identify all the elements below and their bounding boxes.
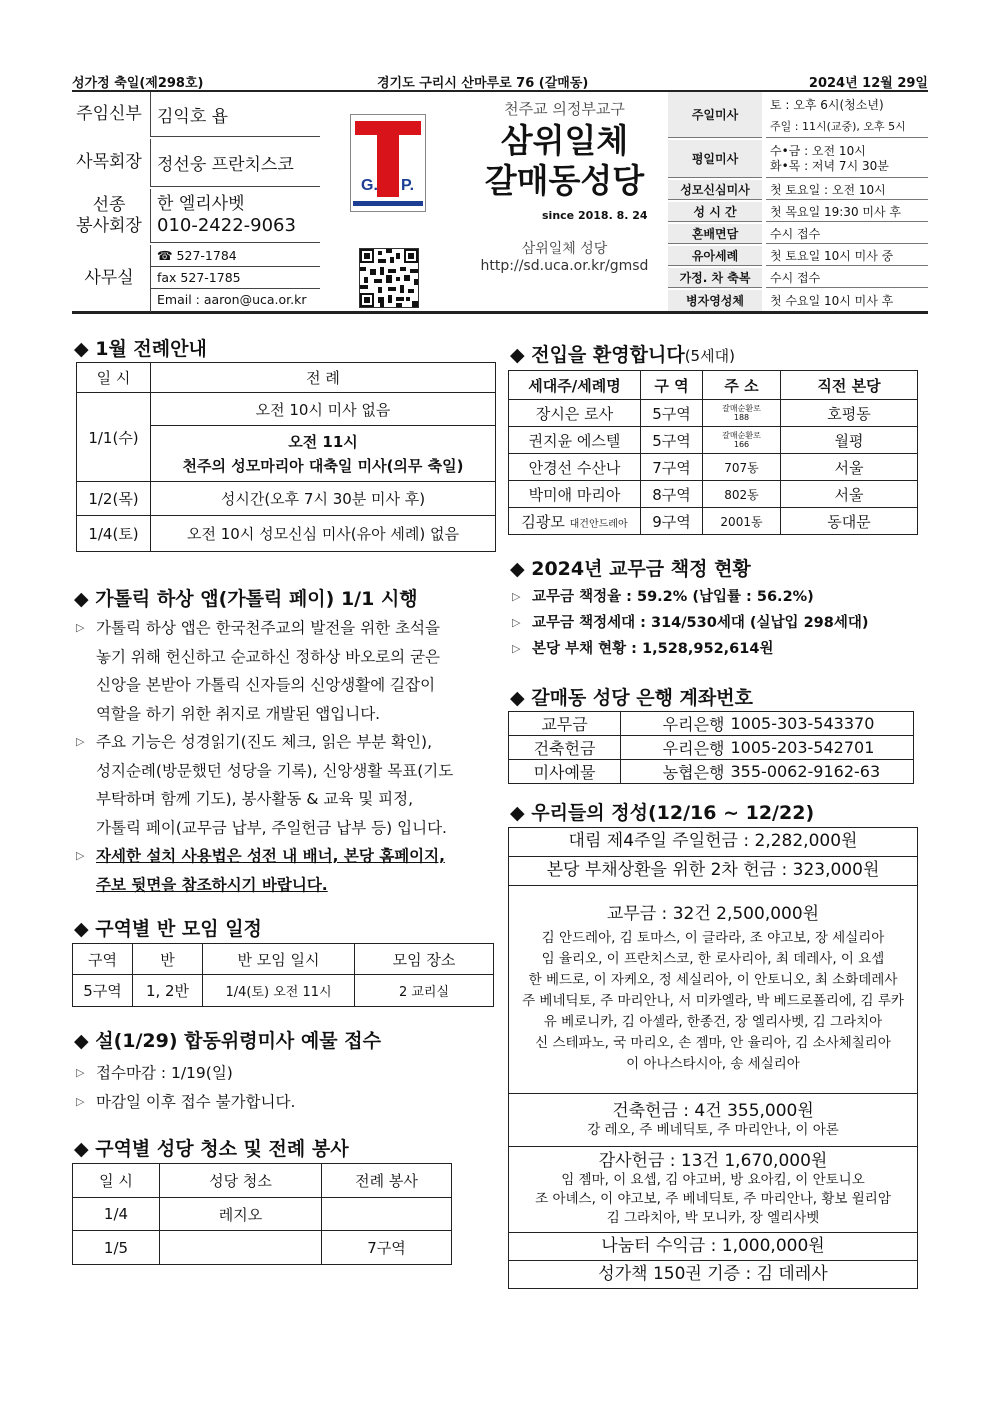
home-blessing-row: 가정. 차 축복 수시 접수 [668, 268, 928, 288]
liturgy-item: 오전 11시 천주의 성모마리아 대축일 미사(의무 축일) [151, 426, 496, 482]
dues-donor-list: 김 안드레아, 김 토마스, 이 글라라, 조 야고보, 장 세실리아 임 율리오, 이 프란치스코, 한 로사리아, 최 데레사, 이 요셉 한 베드로, 이 자케오, 정 세실리아, 이 안토니오, 최 소화데레사 주 베네딕토, 주 마리안나, 서 미카엘라, 박 베드로폴리에, 김 루카 유 베로니카, 김 아셀라, 한종건, 장 엘리사벳, 김 그라치아 신 스테파노, 국 마리오, 손 젬마, 안 율리아, 김 소사체칠리아 이 아나스타시아, 송 세실리아 [522, 929, 904, 1072]
sick-communion-row: 병자영성체 첫 수요일 10시 미사 후 [668, 290, 928, 311]
logo-graphic [351, 115, 425, 211]
parish-logo [350, 114, 426, 212]
parish-title-block [452, 98, 677, 274]
parish-name-line1: 삼위일체 [500, 121, 629, 160]
thanks-donor-list: 임 젬마, 이 요셉, 김 야고버, 방 요아킴, 이 안토니오 조 아녜스, 이 야고보, 주 베네딕토, 주 마리안나, 황보 윌리암 김 그라치아, 박 모니카, 장 엘리사벳 [535, 1171, 891, 1226]
table-row: 김광모 대건안드레아 9구역 2001동 동대문 [509, 508, 918, 535]
lunar-title: ◆ 설(1/29) 합동위령미사 예물 접수 [74, 1030, 381, 1052]
cleaning-table: 일 시 성당 청소 전례 봉사 1/4 레지오 1/5 7구역 [72, 1163, 452, 1265]
top-bar [72, 70, 928, 92]
issue-date: 2024년 12월 29일 [808, 76, 928, 91]
table-row: 교무금 우리은행 1005-303-543370 [509, 712, 914, 736]
liturgy-date: 1/1(수) [77, 393, 151, 482]
diocese-label: 천주교 의정부교구 [504, 100, 625, 118]
table-row: 안경선 수산나 7구역 707동 서울 [509, 454, 918, 481]
funeral-president-phone: 010-2422-9063 [157, 214, 296, 236]
logo-text-p: P. [401, 177, 415, 194]
table-row: 장시은 로사 5구역 갈매순환로 188 호평동 [509, 400, 918, 427]
second-collection: 본당 부채상환을 위한 2차 헌금 : 323,000원 [546, 860, 880, 881]
office-block: 사무실 ☎ 527-1784 fax 527-1785 Email : aaron@uca.or.kr [72, 245, 320, 312]
building-donor-list: 강 레오, 주 베네딕토, 주 마리안나, 이 아론 [587, 1122, 839, 1139]
sunday-mass-row: 주일미사 토 : 오후 6시(청소년) 주일 : 11시(교중), 오후 5시 [668, 92, 928, 138]
funeral-president-name: 한 엘리사벳 [157, 193, 245, 214]
district-meeting-title: ◆ 구역별 반 모임 일정 [74, 918, 262, 940]
dues-summary: ▷ 교무금 책정율 : 59.2% (납입률 : 56.2%) ▷ 교무금 책정세대 : 314/530세대 (실납입 298세대) ▷ 본당 부채 현황 : 1,528,952,614원 [512, 589, 869, 657]
liturgy-item: 오전 10시 성모신심 미사(유아 세례) 없음 [151, 516, 496, 552]
lunar-notice: ▷ 접수마감 : 1/19(일) ▷ 마감일 이후 접수 불가합니다. [76, 1064, 296, 1111]
liturgy-title: ◆ 1월 전례안내 [74, 338, 207, 360]
table-row: 미사예물 농협은행 355-0062-9162-63 [509, 760, 914, 784]
office-fax: fax 527-1785 [151, 267, 320, 289]
liturgy-item: 성시간(오후 7시 30분 미사 후) [151, 482, 496, 516]
bank-table [508, 711, 914, 784]
thanks-heading: 감사헌금 : 13건 1,670,000원 [598, 1150, 828, 1171]
offerings-title: ◆ 우리들의 정성(12/16 ~ 12/22) [510, 802, 815, 824]
address-label: 경기도 구리시 산마루로 76 (갈매동) [377, 76, 589, 91]
dues-title: ◆ 2024년 교무금 책정 현황 [510, 558, 751, 580]
office-phone: ☎ 527-1784 [151, 245, 320, 267]
welcome-table: 세대주/세례명 구 역 주 소 직전 본당 장시은 로사 5구역 갈매순환로 188 호평동 권지윤 에스텔 5구역 갈매순환로 166 월평 안경선 수산나 7구역 707동 서울 박미애 마리아 8구역 802동 서울 김광모 대건안드레아 9구역 2001동 동대문 [508, 370, 918, 535]
table-row: 권지윤 에스텔 5구역 갈매순환로 166 월평 [509, 427, 918, 454]
welcome-count: (5세대) [684, 347, 735, 365]
qr-code[interactable] [359, 248, 419, 308]
sunday-collection: 대림 제4주일 주일헌금 : 2,282,000원 [568, 831, 858, 852]
website-link[interactable]: http://sd.uca.or.kr/gmsd [480, 258, 649, 274]
app-title: ◆ 가톨릭 하상 앱(가톨릭 페이) 1/1 시행 [74, 588, 418, 610]
welcome-title: ◆ 전입을 환영합니다(5세대) [510, 344, 735, 366]
offerings-table [508, 827, 918, 1289]
nanum-income: 나눔터 수익금 : 1,000,000원 [601, 1235, 825, 1256]
liturgy-table [76, 362, 496, 552]
parish-name-line2: 갈매동성당 [484, 161, 645, 200]
cleaning-title: ◆ 구역별 성당 청소 및 전례 봉사 [74, 1138, 349, 1160]
staff-pastor: 주임신부 김익호 욥 [72, 92, 320, 137]
building-heading: 건축헌금 : 4건 355,000원 [612, 1100, 814, 1121]
hymnal-donation: 성가책 150권 기증 : 김 데레사 [598, 1263, 828, 1284]
office-email[interactable]: Email : aaron@uca.or.kr [157, 292, 307, 307]
liturgy-item: 오전 10시 미사 없음 [151, 393, 496, 426]
masthead [72, 92, 928, 314]
liturgy-header-date: 일 시 [77, 363, 151, 393]
liturgy-date: 1/2(목) [77, 482, 151, 516]
marriage-consult-row: 혼배면담 수시 접수 [668, 224, 928, 244]
bank-title: ◆ 갈매동 성당 은행 계좌번호 [510, 687, 753, 709]
site-name: 삼위일체 성당 [521, 241, 608, 257]
table-row: 건축헌금 우리은행 1005-203-542701 [509, 736, 914, 760]
holy-hour-row: 성 시 간 첫 목요일 19:30 미사 후 [668, 202, 928, 222]
liturgy-header-rite: 전 례 [151, 363, 496, 393]
logo-text-g: G. [361, 177, 378, 194]
district-meeting-table: 구역 반 반 모임 일시 모임 장소 5구역 1, 2반 1/4(토) 오전 11시 2 교리실 [72, 943, 494, 1007]
staff-funeral-president: 선종 봉사회장 한 엘리사벳 010-2422-9063 [72, 189, 320, 243]
table-row: 박미애 마리아 8구역 802동 서울 [509, 481, 918, 508]
issue-label: 성가정 축일(제298호) [72, 76, 204, 91]
weekday-mass-row: 평일미사 수•금 : 오전 10시 화•목 : 저녁 7시 30분 [668, 140, 928, 178]
since-label: since 2018. 8. 24 [542, 209, 648, 222]
infant-baptism-row: 유아세례 첫 토요일 10시 미사 중 [668, 246, 928, 266]
liturgy-date: 1/4(토) [77, 516, 151, 552]
marian-mass-row: 성모신심미사 첫 토요일 : 오전 10시 [668, 180, 928, 200]
dues-heading: 교무금 : 32건 2,500,000원 [606, 904, 820, 925]
app-notice: ▷ 가톨릭 하상 앱은 한국천주교의 발전을 위한 초석을 놓기 위해 헌신하고 순교하신 정하상 바오로의 굳은 신앙을 본받아 가톨릭 신자들의 신앙생활에 길잡이 역할을 하기 위한 취지로 개발된 앱입니다. ▷ 주요 기능은 성경읽기(진도 체크, 읽은 부분 확인), 성지순례(방문했던 성당을 기록), 신앙생활 목표(기도 부탁하며 함께 기도), 봉사활동 & 교육 및 피정, 가톨릭 페이(교무금 납부, 주일헌금 납부 등) 입니다. ▷ 자세한 설치 사용법은 성전 내 배너, 본당 홈페이지, 주보 뒷면을 참조하시기 바랍니다. [76, 619, 454, 894]
staff-council-president: 사목회장 정선웅 프란치스코 [72, 139, 320, 187]
